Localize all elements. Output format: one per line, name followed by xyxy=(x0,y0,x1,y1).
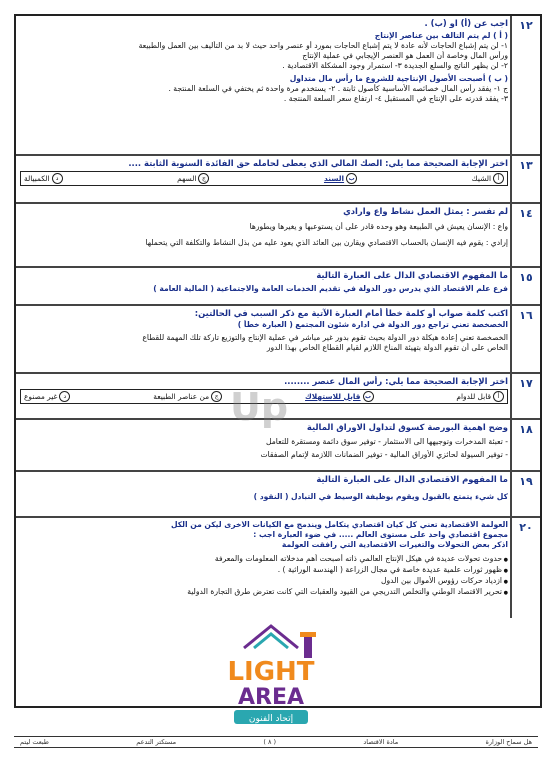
option-letter: ب xyxy=(346,173,357,184)
part-a-title: ( أ ) لم يتم التالف بين عناصر الإنتاج xyxy=(374,31,508,40)
question-number: ١٦ xyxy=(510,306,540,372)
option-d[interactable] xyxy=(24,173,63,184)
answer-line: ٢- لن يظهر الناتج والسلع الجديدة ٣- استمرار وجود المشكلة الاقتصادية . xyxy=(282,61,508,70)
option-letter: ب xyxy=(363,391,374,402)
option-letter: د xyxy=(52,173,63,184)
question-title: ما المفهوم الاقتصادي الدال على العبارة التالية xyxy=(316,270,508,280)
answer: ( النقود ) xyxy=(253,492,289,501)
list-item: ● حدوث تحولات عديدة في هيكل الإنتاج العالمي ذاته أصبحت أهم مدخلاته المعلومات والمعرفة xyxy=(20,554,508,565)
option-letter: ج xyxy=(211,391,222,402)
question-title: اختر الإجابة الصحيحة مما يلي: رأس المال عنصر ........ xyxy=(284,376,508,386)
question-number: ١٧ xyxy=(510,374,540,418)
option-c[interactable] xyxy=(177,173,209,184)
answer-list xyxy=(20,554,508,598)
question-row-16 xyxy=(16,306,540,374)
question-row-12 xyxy=(16,16,540,156)
question-title: اكتب كلمة صواب أو كلمة خطأ أمام العبارة الآتية مع ذكر السبب في الحالتين: xyxy=(194,308,508,318)
question-number: ٢٠ xyxy=(510,518,540,618)
question-row-13 xyxy=(16,156,540,204)
answer-line: ورأس المال وخاصة أن العمل هو العنصر الإيجابي في عملية الإنتاج xyxy=(302,51,508,60)
option-letter: أ xyxy=(493,391,504,402)
question-title: ما المفهوم الاقتصادي الدال على العبارة التالية xyxy=(316,474,508,484)
question-title: وضح اهمية البورصة كسوق لتداول الاوراق المالية xyxy=(306,422,508,432)
statement: فرع علم الاقتصاد الذي يدرس دور الدولة في تقديم الخدمات العامة والاجتماعية xyxy=(216,284,508,293)
question-row-14 xyxy=(16,204,540,268)
question-number: ١٢ xyxy=(510,16,540,154)
question-title: لم تفسر : يمثل العمل نشاط واع وارادي xyxy=(343,206,508,216)
watermark: Up xyxy=(230,385,289,429)
option-b[interactable] xyxy=(324,173,357,184)
question-line: العولمة الاقتصادية تعني كل كيان اقتصادي يتكامل ويندمج مع الكيانات الاخرى ليكن من الكل xyxy=(170,520,508,529)
footer-item: مادة الاقتصاد xyxy=(363,738,399,746)
answer: ( المالية العامة ) xyxy=(153,284,214,293)
answer-line: - تعبئة المدخرات وتوجيهها الى الاستثمار - توفير سوق دائمة ومستقرة للتعامل xyxy=(265,437,508,446)
option-letter: ج xyxy=(198,173,209,184)
question-line: اذكر بعض التحولات والتغيرات الاقتصادية التي رافقت العولمة xyxy=(281,540,508,549)
logo-subtitle: إتحاد الفنون xyxy=(248,714,294,724)
question-row-20 xyxy=(16,518,540,618)
question-number: ١٣ xyxy=(510,156,540,202)
option-label: من عناصر الطبيعة xyxy=(153,391,210,401)
page-number: ( ٨ ) xyxy=(263,738,277,746)
option-d[interactable] xyxy=(24,391,70,402)
answer-line: الخصخصة تعني إعادة هيكلة دور الدولة بحيث تقوم بدور غير مباشر في عملية الإنتاج والتوزيع تاركة تلك المهمة للقطاع xyxy=(142,333,508,342)
option-label: غير مصنوع xyxy=(24,391,58,401)
answer-line: إرادي : يقوم فيه الإنسان بالحساب الاقتصادي ويقارن بين العائد الذي يعود عليه من بذل النشاط والتكلفة التي يتحملها xyxy=(145,238,508,247)
light-area-logo xyxy=(196,618,346,728)
question-number: ١٤ xyxy=(510,204,540,266)
statement: الخصخصة تعني تراجع دور الدولة في ادارة شئون المجتمع xyxy=(295,320,508,329)
answer-line: ١- لن يتم إشباع الحاجات لأنه عادة لا يتم إشباع الحاجات بمورد أو عنصر واحد حيث لا بد من التأليف بين العمل والطبيعة xyxy=(138,41,508,50)
option-label: السهم xyxy=(177,173,197,183)
list-item: ● ازدياد حركات رؤوس الأموال بين الدول xyxy=(20,576,508,587)
question-row-15 xyxy=(16,268,540,306)
options-box xyxy=(20,171,508,186)
option-a[interactable] xyxy=(472,173,504,184)
list-item: ● تحرير الاقتصاد الوطني والتخلص التدريجي من القيود والعقبات التي كانت تعترض طرق التجارة الدولية xyxy=(20,587,508,598)
page-footer xyxy=(14,736,538,748)
option-label: قابل للاستهلاك xyxy=(305,391,361,401)
question-row-19 xyxy=(16,472,540,518)
answer-line: الخاص على أن تقوم الدولة بتهيئة المناخ اللازم لقيام القطاع الخاص بهذا الدور xyxy=(266,343,508,352)
exam-sheet xyxy=(14,14,542,708)
footer-item: مستكتر التدعم xyxy=(136,738,177,746)
option-label: الشيك xyxy=(471,173,491,183)
option-c[interactable] xyxy=(153,391,222,402)
footer-item: هل سماح الوزارة xyxy=(485,738,532,746)
footer-item: طبعت ليتم xyxy=(20,738,49,746)
option-a[interactable] xyxy=(456,391,504,402)
statement: كل شيء يتمتع بالقبول ويقوم بوظيفة الوسيط في التبادل xyxy=(290,492,508,501)
question-number: ١٨ xyxy=(510,420,540,470)
question-line: مجموع اقتصادي واحد على مستوى العالم ..... في ضوء العبارة اجب : xyxy=(253,530,508,539)
answer-line: ج ١- يفقد رأس المال خصائصه الأساسية كأصول ثابتة . ٢- يستخدم مرة واحدة ثم يختفي في السلعة المنتجة . xyxy=(168,84,508,93)
option-b[interactable] xyxy=(305,391,374,402)
answer-line: ٣- يفقد قدرته على الإنتاج في المستقبل ٤- ارتفاع سعر السلعة المنتجة . xyxy=(283,94,508,103)
option-label: قابل للدوام xyxy=(456,391,491,401)
question-title: اجب عن (أ) او (ب) . xyxy=(424,18,508,28)
logo-text-bottom: AREA xyxy=(237,685,305,710)
option-letter: أ xyxy=(493,173,504,184)
logo-text-top: LIGHT xyxy=(227,657,315,687)
option-label: الكمبيالة xyxy=(24,173,50,183)
option-label: السند xyxy=(323,173,345,183)
part-b-title: ( ب ) أصبحت الأصول الإنتاجية للشروع ما رأس مال متداول xyxy=(289,74,508,83)
question-number: ١٩ xyxy=(510,472,540,516)
question-number: ١٥ xyxy=(510,268,540,304)
answer-line: - توفير السيولة لحائزي الأوراق المالية - توفير الضمانات اللازمة لإتمام الصفقات xyxy=(260,450,508,459)
answer: ( العبارة خطأ ) xyxy=(237,320,293,329)
option-letter: د xyxy=(59,391,70,402)
list-item: ● ظهور ثورات علمية عديدة خاصة في مجال الزراعة ( الهندسة الوراثية ) . xyxy=(20,565,508,576)
logo-graphic xyxy=(196,618,346,728)
answer-line: واع : الإنسان يعيش في الطبيعة وهو وحده قادر على أن يستوعبها و يغيرها ويطورها xyxy=(249,222,508,231)
question-title: اختر الإجابة الصحيحة مما يلي: الصك المالي الذي يعطى لحامله حق الفائدة السنوية الثابتة .... xyxy=(128,158,508,168)
